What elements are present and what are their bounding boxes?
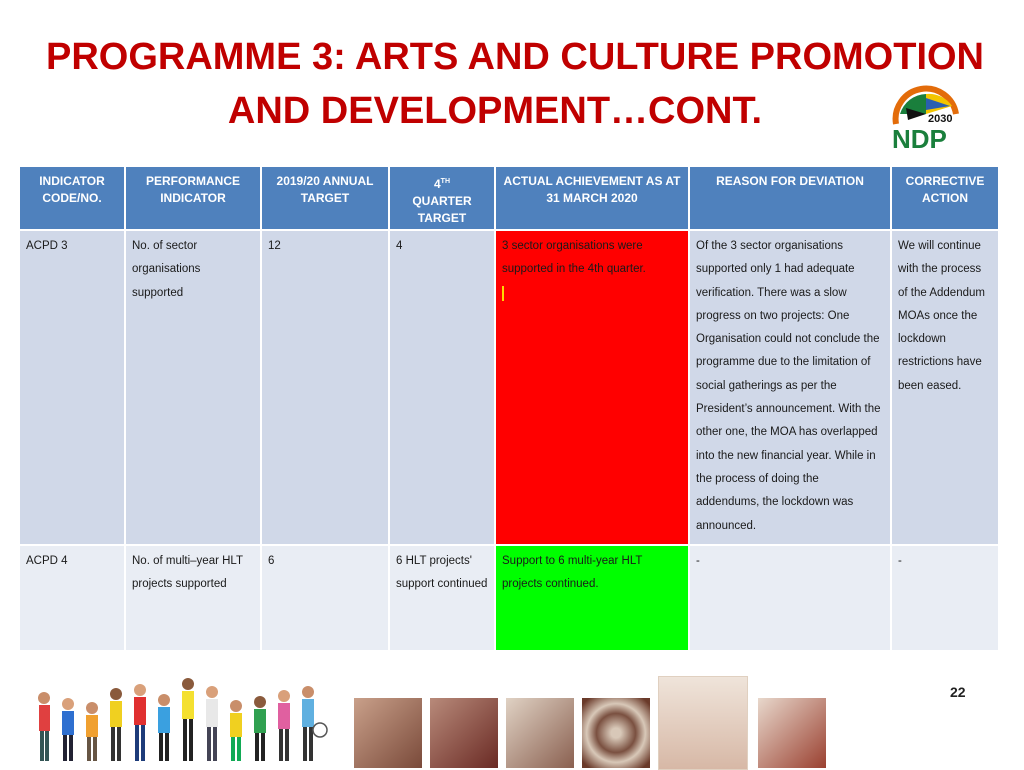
header-corrective-action: CORRECTIVE ACTION [891,166,999,230]
cell-reason: Of the 3 sector organisations supported only 1 had adequate verification. There was a slow progress on two projects: One Organisation could not conclude the programme due to the limitation of social gatherings as per the President’s announcement. With the other one, the MOA has overlapped into the new financial year. While in the process of doing the addendums, the lockdown was announced. [689,230,891,545]
header-quarter-number: 4 [433,177,441,191]
cell-corrective-action: - [891,545,999,651]
header-actual-achievement: ACTUAL ACHIEVEMENT AS AT 31 MARCH 2020 [495,166,689,230]
braille-thumbnail [354,698,422,768]
header-indicator-code: INDICATOR CODE/NO. [19,166,125,230]
cell-code: ACPD 3 [19,230,125,545]
header-quarter-target [389,166,495,230]
header-reason-for-deviation: REASON FOR DEVIATION [689,166,891,230]
table-row [19,545,999,651]
arts-thumbnail-strip [354,666,829,768]
slide-title-line-2: AND DEVELOPMENT…CONT. [227,90,763,132]
table-row [19,230,999,545]
slide-title [20,30,1010,138]
slide-title-line-1: PROGRAMME 3: ARTS AND CULTURE PROMOTION [45,36,984,78]
cell-corrective-action: We will continue with the process of the Addendum MOAs once the lockdown restrictions have been eased. [891,230,999,545]
cell-reason: - [689,545,891,651]
beadwork-thumbnail [582,698,650,768]
children-sports-image [30,672,330,768]
dancers-thumbnail [430,698,498,768]
saxophone-thumbnail [758,698,826,768]
film-reel-thumbnail [506,698,574,768]
header-performance-indicator: PERFORMANCE INDICATOR [125,166,261,230]
cell-quarter-target: 4 [389,230,495,545]
header-quarter-label: QUARTER TARGET [412,194,472,225]
table-header-row [19,166,999,230]
header-annual-target: 2019/20 ANNUAL TARGET [261,166,389,230]
cell-annual-target: 6 [261,545,389,651]
logo-text: NDP [892,124,947,154]
page-number: 22 [950,684,966,700]
cell-annual-target: 12 [261,230,389,545]
text-cursor [502,286,504,301]
cell-indicator: No. of sector organisations supported [125,230,261,545]
cell-actual-achievement: Support to 6 multi-year HLT projects continued. [495,545,689,651]
ndp-2030-logo [886,84,966,154]
cell-indicator: No. of multi–year HLT projects supported [125,545,261,651]
cell-actual-achievement [495,230,689,545]
cell-code: ACPD 4 [19,545,125,651]
header-quarter-suffix: TH [440,178,451,185]
cell-quarter-target: 6 HLT projects' support continued [389,545,495,651]
actual-achievement-text: 3 sector organisations were supported in the 4th quarter. [502,240,646,276]
logo-year: 2030 [928,113,953,125]
ballet-thumbnail [658,676,748,770]
performance-table [18,165,1000,652]
